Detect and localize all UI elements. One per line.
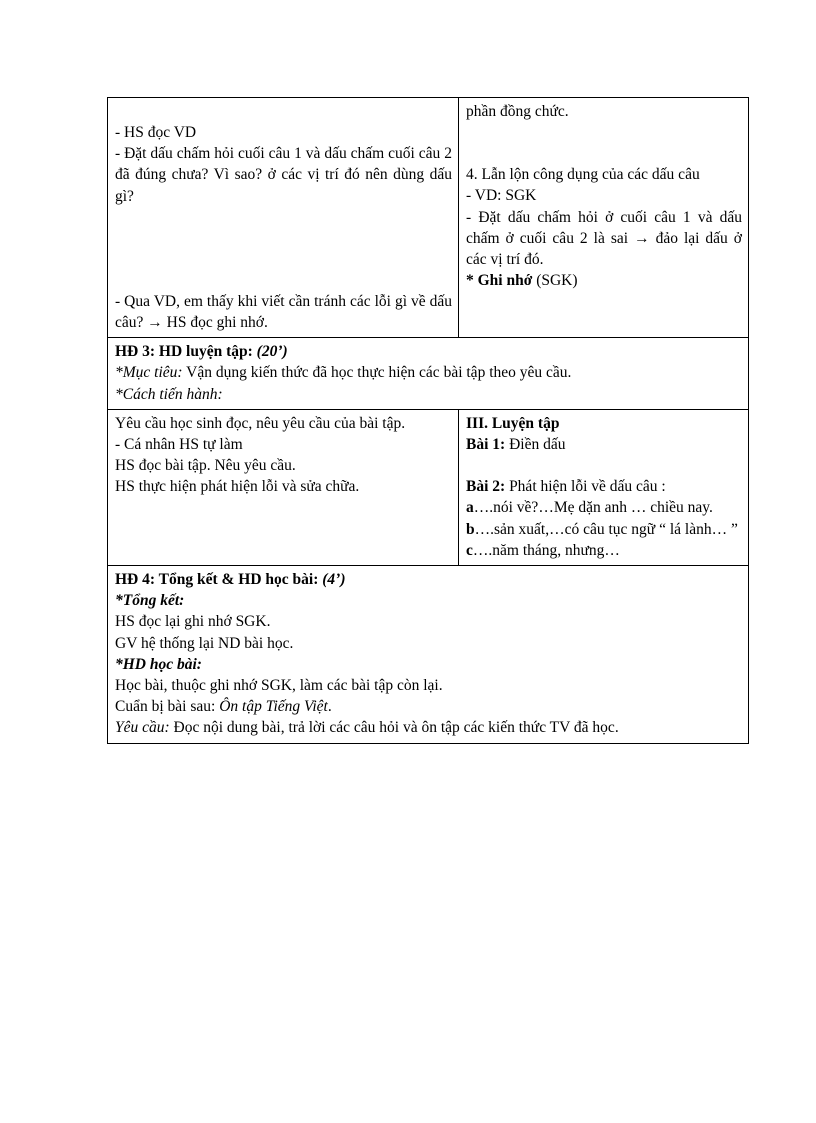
teacher-activity-cell <box>108 410 459 565</box>
text-line: HS đọc bài tập. Nêu yêu cầu. <box>115 457 296 475</box>
text-line <box>466 519 742 540</box>
text-line: 4. Lẫn lộn công dụng của các dấu câu <box>466 166 700 184</box>
exercise-label: Bài 2: <box>466 478 506 496</box>
activity-title <box>115 569 742 590</box>
title-time: (20’) <box>256 343 288 361</box>
text-line: - Đặt dấu chấm hỏi cuối câu 1 và dấu chấm cuối câu 2 đã đúng chưa? Vì sao? ở các vị trí đó nên dùng dấu gì? <box>115 145 452 205</box>
item-text: ….năm tháng, nhưng… <box>472 541 620 559</box>
text-line: HS thực hiện phát hiện lỗi và sửa chữa. <box>115 478 360 496</box>
table-row <box>108 337 748 409</box>
section-heading: III. Luyện tập <box>466 414 560 432</box>
lesson-table <box>107 97 749 744</box>
text-line <box>466 476 742 497</box>
text-line: Yêu cầu học sinh đọc, nêu yêu cầu của bài tập. <box>115 414 406 432</box>
goal-text: Vận dụng kiến thức đã học thực hiện các bài tập theo yêu cầu. <box>182 364 572 382</box>
homework-label: *HD học bài: <box>115 655 202 673</box>
table-row <box>108 98 748 337</box>
exercise-text: Phát hiện lỗi về dấu câu : <box>505 478 666 496</box>
exercise-text: Điền dấu <box>505 436 566 454</box>
text-line: - Cá nhân HS tự làm <box>115 436 243 454</box>
prep-text: Cuẩn bị bài sau: <box>115 698 220 716</box>
item-label: b <box>466 520 475 538</box>
title-text: HĐ 3: HD luyện tập: <box>115 343 257 361</box>
text-line <box>466 434 742 455</box>
text-line <box>115 717 742 738</box>
title-time: (4’) <box>322 571 346 589</box>
text-line: - VD: SGK <box>466 187 537 205</box>
text-line: - HS đọc VD <box>115 124 197 141</box>
item-text: ….sản xuất,…có câu tục ngữ “ lá lành… ” <box>474 520 738 538</box>
activity-title <box>115 341 742 362</box>
ghi-nho-label: * Ghi nhớ <box>466 272 533 290</box>
goal-label: *Mục tiêu: <box>115 364 183 382</box>
content-cell <box>459 410 748 565</box>
item-label: c <box>466 541 473 559</box>
table-row <box>108 409 748 565</box>
text-line: - Qua VD, em thấy khi viết cần tránh các lỗi gì về dấu câu? → HS đọc ghi nhớ. <box>115 292 452 332</box>
text-line: phần đồng chức. <box>466 103 569 120</box>
text-line <box>115 362 742 383</box>
text-line <box>466 497 742 518</box>
text-line: GV hệ thống lại ND bài học. <box>115 634 294 652</box>
content-cell <box>459 98 748 337</box>
prep-end: . <box>327 698 332 716</box>
text-line: HS đọc lại ghi nhớ SGK. <box>115 613 271 631</box>
item-label: a <box>466 499 474 517</box>
text-line <box>466 270 742 291</box>
activity-4-cell <box>108 566 748 743</box>
requirement-text: Đọc nội dung bài, trả lời các câu hỏi và ôn tập các kiến thức TV đã học. <box>169 719 619 737</box>
ghi-nho-text: (SGK) <box>532 272 578 290</box>
activity-3-cell <box>108 338 748 409</box>
teacher-activity-cell <box>108 98 459 337</box>
method-label: *Cách tiến hành: <box>115 385 223 403</box>
text-line <box>115 696 742 717</box>
prep-lesson: Ôn tập Tiếng Việt <box>219 698 328 716</box>
requirement-label: Yêu cầu: <box>115 719 170 737</box>
item-text: ….nói về?…Mẹ dặn anh … chiều nay. <box>473 499 713 517</box>
text-line: Học bài, thuộc ghi nhớ SGK, làm các bài tập còn lại. <box>115 677 443 695</box>
table-row <box>108 565 748 743</box>
title-text: HĐ 4: Tổng kết & HD học bài: <box>115 571 323 589</box>
exercise-label: Bài 1: <box>466 436 506 454</box>
text-line: - Đặt dấu chấm hỏi ở cuối câu 1 và dấu chấm ở cuối câu 2 là sai → đảo lại dấu ở các vị trí đó. <box>466 208 742 269</box>
summary-label: *Tổng kết: <box>115 592 185 610</box>
text-line <box>466 540 742 561</box>
